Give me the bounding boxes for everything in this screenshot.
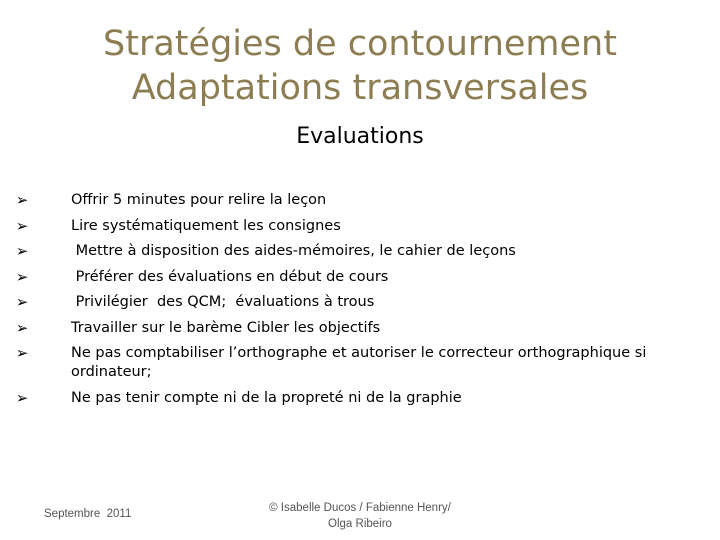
- list-item-text: Préférer des évaluations en début de cours: [71, 268, 389, 285]
- list-item: [14, 290, 694, 316]
- list-item: [14, 386, 694, 412]
- list-item-text: Travailler sur le barème Cibler les objectifs: [71, 319, 381, 336]
- arrow-bullet-icon: ➢: [15, 267, 29, 286]
- arrow-bullet-icon: ➢: [15, 242, 29, 260]
- list-item-text: Lire systématiquement les consignes: [71, 217, 341, 234]
- arrow-bullet-icon: ➢: [15, 344, 29, 362]
- list-item-text: Ne pas tenir compte ni de la propreté ni de la graphie: [71, 390, 462, 406]
- footer-date: Septembre 2011: [44, 508, 132, 520]
- list-item-text: Offrir 5 minutes pour relire la leçon: [71, 192, 327, 208]
- list-item: [14, 214, 694, 240]
- list-item: [14, 316, 694, 342]
- list-item: [14, 239, 694, 265]
- section-heading: Evaluations: [296, 124, 424, 149]
- list-item-text: Ne pas comptabiliser l’orthographe et autoriser le correcteur orthographique si ordinateur;: [71, 345, 647, 380]
- footer-copyright-line-1: © Isabelle Ducos / Fabienne Henry/: [269, 502, 451, 514]
- list-item: [14, 265, 694, 291]
- arrow-bullet-icon: ➢: [15, 191, 29, 209]
- slide-title-line-2: Adaptations transversales: [131, 68, 589, 108]
- bullet-list: [14, 188, 694, 412]
- list-item-text: Mettre à disposition des aides-mémoires, le cahier de leçons: [71, 243, 516, 259]
- arrow-bullet-icon: ➢: [15, 216, 29, 235]
- list-item: [14, 341, 694, 386]
- arrow-bullet-icon: ➢: [15, 318, 29, 337]
- slide-title: [60, 22, 660, 110]
- slide-title-line-1: Stratégies de contournement: [103, 24, 617, 64]
- list-item-text: Privilégier des QCM; évaluations à trous: [71, 294, 375, 310]
- footer-copyright: [240, 500, 480, 532]
- arrow-bullet-icon: ➢: [15, 293, 29, 311]
- arrow-bullet-icon: ➢: [15, 389, 29, 407]
- list-item: [14, 188, 694, 214]
- footer-copyright-line-2: Olga Ribeiro: [328, 518, 392, 530]
